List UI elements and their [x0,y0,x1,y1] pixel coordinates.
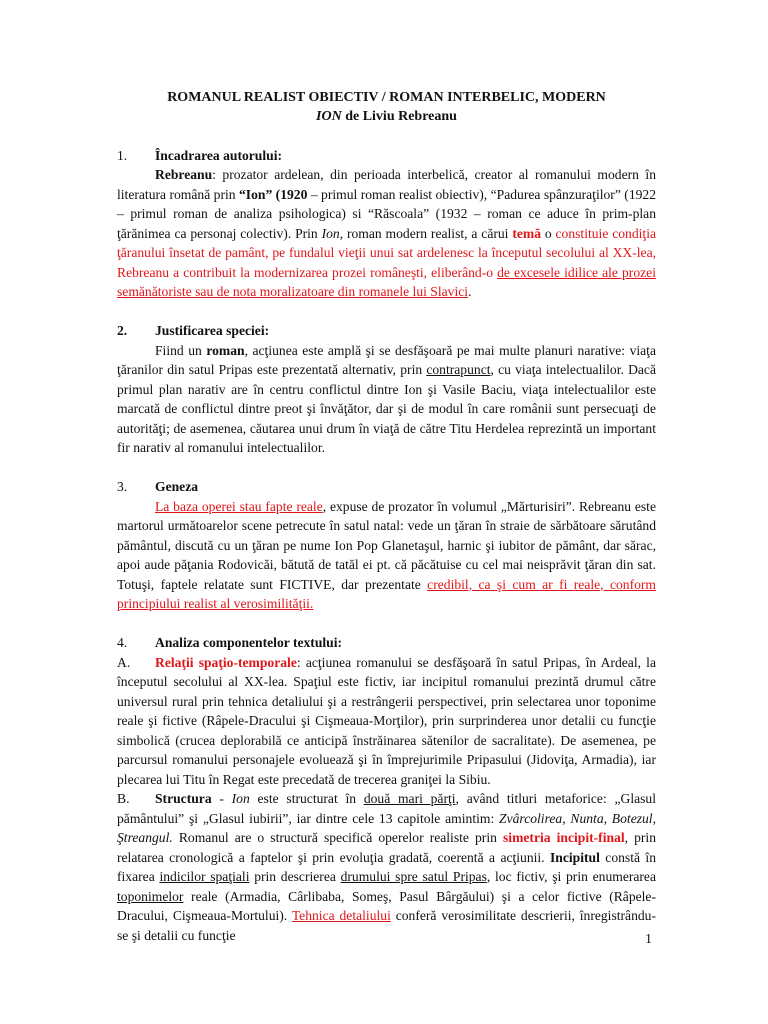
section-title: Analiza componentelor textului: [155,635,343,650]
subsection-letter: A. [117,654,131,670]
ion-italic: Ion [321,225,340,241]
page-number: 1 [645,932,652,947]
red-underlined-text: de excesele idilice ale prozei semănătoriste sau de nota moralizatoare din romanele lui Slavici [117,264,656,299]
document-page [117,88,656,945]
text: - [211,791,232,806]
document-title: ROMANUL REALIST OBIECTIV / ROMAN INTERBELIC, MODERN [167,90,606,105]
section-1-heading [117,146,656,166]
text: : acţiunea romanului se desfăşoară în satul Pripas, în Ardeal, la începutul secolului al XX-lea. Spaţiul este fictiv, iar incipitul romanului prezintă drumul către universul rural prin tehnica detaliului şi a restrângerii perspectivei, prin selectarea unor toponime reale şi fictive (Râpele-Dracului şi Cişmeaua-Morţilor), prin surprinderea unor detalii cu funcţie simbolică (crucea deplorabilă ce anticipă înstrăinarea sătenilor de sacralitate). De asemenea, pe parcursul romanului personajele evoluează şi în împrejurimile Pripasului (Jidoviţa, Armadia), iar plecarea lui Titu în Regat este precedată de trecerea graniţei la Sibiu. [117,654,656,787]
section-3-heading [117,477,656,497]
text: , roman modern realist, a cărui [339,225,513,241]
roman-bold: roman [206,342,245,358]
ion-bold: “Ion” (1920 [239,186,308,202]
red-bold-text: simetria incipit-final [503,830,625,845]
text: Fiind un [155,342,207,358]
tema-highlight: temă [512,225,541,241]
author-name: Rebreanu [155,167,213,182]
subsection-title: Relaţii spaţio-temporale [155,654,297,670]
section-1-paragraph [117,165,656,302]
red-text: constituie condiţia ţăranului însetat de pamânt, pe fundalul vieţii unui sat ardelenesc la începutul secolului al XX-lea, Rebreanu a contribuit la modernizarea prozei româneşti, eliberând-o [117,225,657,280]
text: este structurat în [249,791,364,806]
red-underlined-text: Tehnica detaliului [291,908,391,923]
red-underlined-text: credibil, ca şi cum ar fi reale, conform principiului realist al verosimilităţii. [117,576,656,611]
section-title: Încadrarea autorului: [155,147,283,163]
section-2-paragraph [117,341,656,458]
underlined-text: indicilor spaţiali [159,869,250,884]
section-number: 2. [117,323,128,338]
text: o [541,225,556,241]
text: conferă verosimilitate descrierii, înregistrându-se şi detalii cu funcţie [117,908,656,943]
section-title: Geneza [155,479,199,494]
chapter-titles: Zvârcolirea, Nunta, Botezul, Ştreangul. [117,810,656,845]
incipit-bold: Incipitul [550,849,600,865]
section-number: 1. [117,147,128,163]
red-underlined-text: La baza operei stau fapte reale [155,498,323,514]
text: : prozator ardelean, din perioada interbelică, creator al romanului modern în literatura română prin [117,167,656,202]
text: , acţiunea este amplă şi se desfăşoară pe mai multe planuri narative: viaţa ţăranilor din satul Pripas este prezentată alternativ, prin [117,342,656,377]
ion-italic: Ion [231,791,250,806]
subtitle-italic: ION [316,109,342,124]
text: – primul roman realist obiectiv), “Padurea spânzuraţilor” (1922 – primul roman de analiza psihologica) si “Răscoala” (1932 – roman ce aduce în prim-plan ţărănimea ca personaj colectiv). Prin [117,186,657,241]
document-subtitle [117,107,656,126]
subsection-letter: B. [117,791,130,806]
text: Romanul are o structură specifică operelor realiste prin [172,830,503,845]
text: . [468,284,472,299]
section-title: Justificarea speciei: [155,323,270,338]
underlined-text: două mari părţi [363,791,456,806]
section-number: 3. [117,479,128,494]
underlined-text: contrapunct [426,362,491,377]
text: , expuse de prozator în volumul „Mărturisiri”. Rebreanu este martorul următoarelor scene petrecute în satul natal: vede un ţăran în straie de sărbătoare sărutând pământul, discută cu un ţăran pe nume Ion Pop Glanetaşul, harnic şi iubitor de pământ, dar sărac, apoi aude păţania Rodovicăi, bătută de tatăl ei pt. că păcătuise cu cel mai neisprăvit ţăran din sat. Totuşi, faptele relatate sunt FICTIVE, dar prezentate [117,498,656,592]
text: , având titluri metaforice: „Glasul pământului” şi „Glasul iubirii”, iar dintre cele 13 capitole amintim: [117,791,656,826]
text: , cu viaţa intelectualilor. Dacă primul plan narativ are în centru conflictul dintre Ion şi Vasile Baciu, viaţa intelectualilor este marcată de conflictul dintre preot şi învăţător, dar şi de modul în care românii sunt persecuaţi de autorităţi; de asemenea, căutarea unui drum în viaţă de către Titu Herdelea reprezintă un important fir narativ al romanului intelectualilor. [117,362,656,455]
subtitle-rest: de Liviu Rebreanu [341,109,457,124]
text: reale (Armadia, Cârlibaba, Someş, Pasul Bârgăului) şi a celor fictive (Râpele-Dracului, Cişmeaua-Mortului). [117,888,656,923]
underlined-text: toponimelor [117,888,184,904]
text: , loc fictiv, şi prin enumerarea [486,869,657,884]
subsection-title: Structura [155,791,212,806]
underlined-text: drumului spre satul Pripas [340,869,487,884]
section-number: 4. [117,635,128,650]
section-4b-paragraph [117,789,656,945]
section-3-paragraph [117,497,656,614]
section-2-heading [117,321,656,341]
section-4-heading [117,633,656,653]
text: prin descrierea [249,869,341,884]
text: constă în fixarea [117,849,656,884]
section-4a-paragraph [117,653,656,790]
text: , prin relatarea cronologică a faptelor şi prin evoluţia gradată, coerentă a acţiunii. [117,830,656,865]
